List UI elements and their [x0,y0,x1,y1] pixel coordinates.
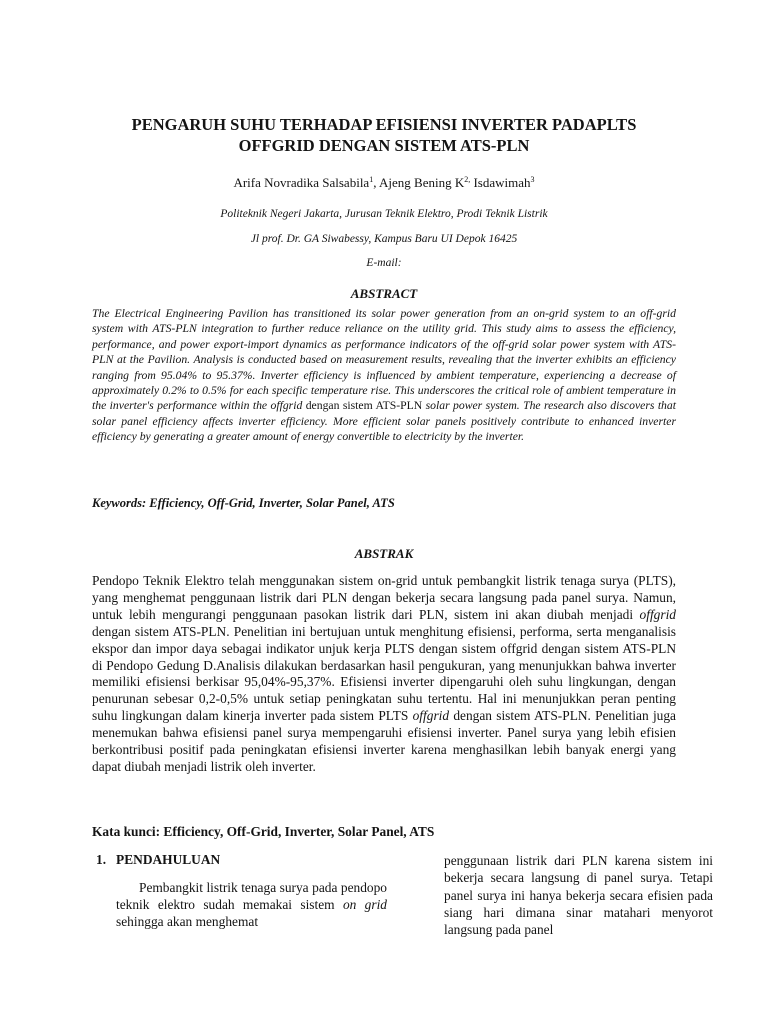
author-2-name: Ajeng Bening K [379,175,465,190]
abstrak-heading: ABSTRAK [354,546,414,561]
section-heading [96,852,220,868]
section-title: PENDAHULUAN [116,852,221,867]
abstrak-text-1: Pendopo Teknik Elektro telah menggunakan sistem on-grid untuk pembangkit listrik tenaga surya (PLTS), yang menghemat penggunaan listrik dari PLN dengan bekerja secara langsung pada panel surya. Namun, untuk lebih mengurangi penggunaan pasokan listrik dari PLN, sistem ini akan diubah menjadi [92,573,676,622]
abstract-text-1: The Electrical Engineering Pavilion has transitioned its solar power generation from an on-grid system to an off-grid system with ATS-PLN integration to further reduce reliance on the utility grid. This study aims to assess the efficiency, performance, and power export-import dynamics as performance indicators of the off-grid solar power system with ATS-PLN at the Pavilion. Analysis is conducted based on measurement results, revealing that the inverter exhibits an efficiency ranging from 95.04% to 95.37%. Inverter efficiency is influenced by ambient temperature, experiencing a decrease of approximately 0.2% to 0.5% for each specific temperature rise. This underscores the critical role of ambient temperature in the inverter's performance within the offgrid [92,307,676,413]
paper-title [60,114,708,156]
section-number: 1. [96,852,107,867]
intro-left-text-1: Pembangkit listrik tenaga surya pada pendopo teknik elektro sudah memakai sistem [116,880,387,913]
affiliation-institution: Politeknik Negeri Jakarta, Jurusan Teknik Elektro, Prodi Teknik Listrik [220,208,548,220]
abstract-keywords: Keywords: Efficiency, Off-Grid, Inverter, Solar Panel, ATS [92,496,395,510]
intro-left-column [116,879,387,931]
abstrak-text-2: dengan sistem ATS-PLN. Penelitian ini bertujuan untuk menghitung efisiensi, performa, serta menganalisis ekspor dan impor daya sebagai indikator unjuk kerja PLTS dengan sistem offgrid dengan sistem ATS-PLN di Pendopo Gedung D.Analisis dilakukan berdasarkan hasil pengukuran, yang menunjukkan bahwa inverter memiliki efisiensi berkisar 95,04%-95,37%. Efisiensi inverter dipengaruhi oleh suhu lingkungan, dengan penurunan sebesar 0,2-0,5% untuk setiap peningkatan suhu tertentu. Hal ini menunjukkan peran penting suhu lingkungan dalam kinerja inverter pada sistem PLTS [92,623,676,724]
author-separator: , [373,175,379,190]
affiliation-email: E-mail: [366,257,402,269]
intro-right-column: penggunaan listrik dari PLN karena sistem ini bekerja secara langsung di panel surya. Tetapi panel surya ini hanya bekerja secara efisien pada siang hari dimana sinar matahari menyorot langsung pada panel [444,853,713,938]
author-3-affil-mark: 3 [530,175,535,184]
author-list [0,175,768,191]
author-1-name: Arifa Novradika Salsabila [233,175,370,190]
title-line-1: PENGARUH SUHU TERHADAP EFISIENSI INVERTER PADAPLTS [131,115,637,134]
abstrak-keywords: Kata kunci: Efficiency, Off-Grid, Inverter, Solar Panel, ATS [92,824,435,839]
abstrak-text-3: dengan sistem ATS-PLN. Penelitian juga menemukan bahwa efisiensi panel surya mempengaruhi efisiensi inverter. Panel surya yang lebih efisien berkontribusi positif pada peningkatan efisiensi inverter karena menghasilkan lebih banyak energi yang dapat diubah menjadi listrik oleh inverter. [92,708,676,774]
intro-left-text-2: sehingga akan menghemat [116,914,259,930]
title-line-2: OFFGRID DENGAN SISTEM ATS-PLN [238,136,530,155]
abstract-body [92,306,676,445]
abstrak-italic-term-1: offgrid [639,606,676,622]
abstract-text-upright: dengan sistem ATS-PLN [302,399,426,413]
affiliation-address: Jl prof. Dr. GA Siwabessy, Kampus Baru UI Depok 16425 [250,233,518,245]
abstract-text-3: solar power system. The research also discovers that solar panel efficiency affects inverter efficiency. More efficient solar panels positively contribute to enhanced inverter efficiency by generating a greater amount of energy convertible to electricity by the inverter. [92,399,676,444]
abstrak-body [92,573,676,776]
author-3-name: Isdawimah [470,175,531,190]
intro-left-italic-term: on grid [342,897,387,913]
author-1-affil-mark: 1 [369,175,374,184]
abstrak-italic-term-2: offgrid [412,708,450,724]
author-2-affil-mark: 2, [464,175,471,184]
abstract-heading: ABSTRACT [350,286,418,301]
